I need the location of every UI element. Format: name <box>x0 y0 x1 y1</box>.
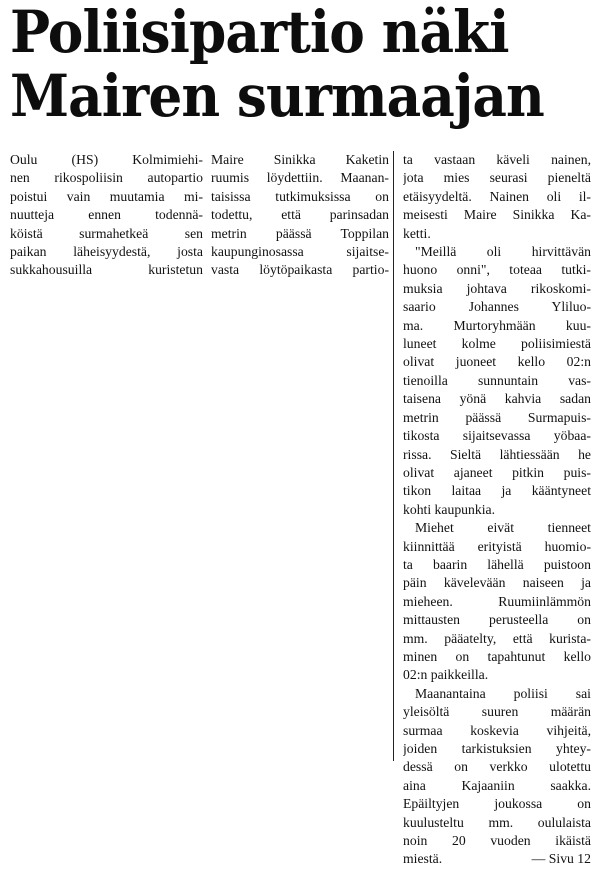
text-line: olivat ajaneet pitkin puis- <box>403 464 591 480</box>
text-line: aina Kajaaniin saakka. <box>403 777 591 793</box>
text-line: ketti. <box>403 225 431 241</box>
text-line: vasta löytöpaikasta partio- <box>211 262 389 278</box>
text-line: yleisöltä suuren määrän <box>403 704 591 720</box>
text-line: kaupunginosassa sijaitse- <box>211 244 389 260</box>
text-line: ta vastaan käveli nainen, <box>403 152 591 167</box>
text-line: sukkahousuilla kuristetun <box>10 262 203 278</box>
text-line: rissa. Sieltä lähtiessään he <box>403 446 591 462</box>
text-line: taisena yönä kahvia sadan <box>403 391 591 407</box>
text-line: mm. pääatelty, että kurista- <box>403 630 591 646</box>
text-line: Oulu (HS) Kolmimiehi- <box>10 152 203 167</box>
text-line: Miehet eivät tienneet <box>415 520 591 536</box>
text-line: paikan läheisyydestä, josta <box>10 244 203 260</box>
text-line: miestä. <box>403 851 443 867</box>
text-line: joiden tarkistuksien yhtey- <box>403 741 591 756</box>
text-line: minen on tapahtunut kello <box>403 648 591 664</box>
text-line: huono onni", toteaa tutki- <box>403 262 591 278</box>
text-line: metrin päässä Surmapuis- <box>403 409 591 425</box>
final-line <box>403 850 591 868</box>
text-line: köistä surmahetkeä sen <box>10 225 203 241</box>
paragraph-3 <box>403 519 591 685</box>
column-3 <box>403 151 591 869</box>
text-line: Maanantaina poliisi sai <box>415 685 591 701</box>
text-line: kiinnittää erityistä huomio- <box>403 538 591 554</box>
text-line: mittausten perusteella on <box>403 612 591 628</box>
page-reference: — Sivu 12 <box>531 851 591 867</box>
text-line: Maire Sinikka Kaketin <box>211 152 389 167</box>
paragraph-2 <box>403 243 591 519</box>
column-2 <box>211 151 389 280</box>
text-line: dessä on verkko ulotettu <box>403 759 591 775</box>
text-line: ta baarin lähellä puistoon <box>403 556 591 572</box>
text-line: jota mies seurasi pieneltä <box>403 170 591 186</box>
text-line: nen rikospoliisin autopartio <box>10 170 203 186</box>
column-divider <box>393 151 394 761</box>
text-line: olivat juoneet kello 02:n <box>403 354 591 370</box>
text-line: kohti kaupunkia. <box>403 501 495 517</box>
text-line: päin kävelevään naiseen ja <box>403 575 591 591</box>
text-line: luneet kolme poliisimiestä <box>403 336 591 352</box>
text-line: ruumis löydettiin. Maanan- <box>211 170 389 186</box>
headline <box>10 0 600 128</box>
headline-line-2: Mairen surmaajan <box>10 62 544 130</box>
text-line: "Meillä oli hirvittävän <box>415 244 591 260</box>
text-line: todettu, että parinsadan <box>211 207 389 223</box>
text-line: 02:n paikkeilla. <box>403 667 489 683</box>
text-line: tikon laitaa ja kääntyneet <box>403 483 591 499</box>
text-line: meisesti Maire Sinikka Ka- <box>403 207 591 223</box>
text-line: tikosta sijaitsevassa yöbaa- <box>403 428 591 444</box>
text-line: taisissa tutkimuksissa on <box>211 188 389 204</box>
text-line: nuutteja ennen todennä- <box>10 207 203 223</box>
text-line: tienoilla sunnuntain vas- <box>403 372 591 388</box>
text-line: etäisyydeltä. Nainen oli il- <box>403 188 591 204</box>
text-line: surmaa koskevia vihjeitä, <box>403 722 591 738</box>
text-line: poistui vain muutamia mi- <box>10 188 203 204</box>
headline-line-1: Poliisipartio näki <box>10 0 509 66</box>
text-line: metrin päässä Toppilan <box>211 225 389 241</box>
text-line: Epäiltyjen joukossa on <box>403 796 591 812</box>
text-line: muksia johtava rikoskomi- <box>403 280 591 296</box>
text-line: ma. Murtoryhmään kuu- <box>403 317 591 333</box>
column-1 <box>10 151 203 280</box>
text-line: saario Johannes Yliluo- <box>403 299 591 315</box>
text-line: mieheen. Ruumiinlämmön <box>403 593 591 609</box>
paragraph-4 <box>403 685 591 869</box>
text-line: noin 20 vuoden ikäistä <box>403 833 591 849</box>
paragraph-1 <box>403 151 591 243</box>
text-line: kuulusteltu mm. oululaista <box>403 814 591 830</box>
